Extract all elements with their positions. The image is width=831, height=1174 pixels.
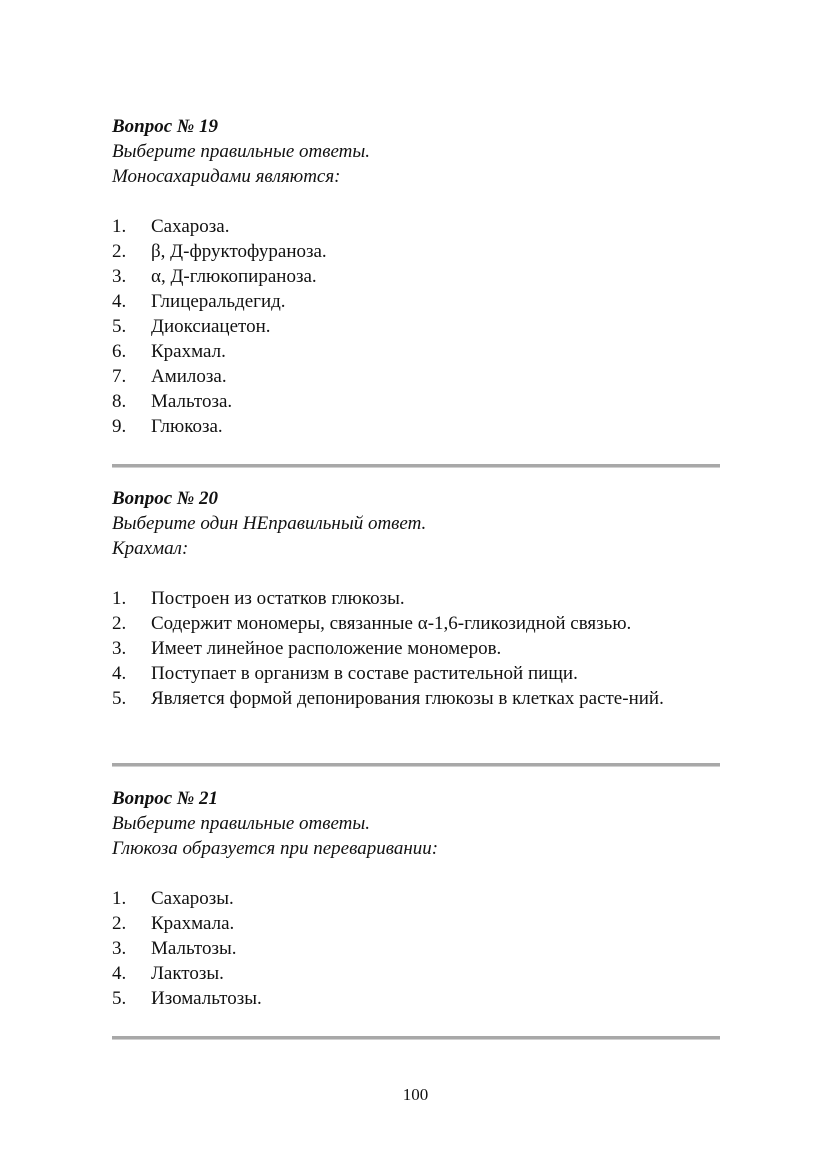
answer-text: α, Д-глюкопираноза.: [151, 266, 317, 287]
question-instruction: Выберите один НЕправильный ответ.: [112, 513, 427, 534]
answer-list: [112, 886, 720, 1011]
answer-list: [112, 586, 720, 711]
answer-item: [112, 414, 720, 439]
answer-number: 7.: [112, 366, 127, 387]
question-20: [112, 486, 720, 711]
answer-number: 4.: [112, 963, 127, 984]
answer-item: [112, 911, 720, 936]
answer-number: 5.: [112, 688, 127, 709]
answer-item: [112, 886, 720, 911]
question-title: Вопрос № 19: [112, 116, 219, 137]
answer-text: Является формой депонирования глюкозы в клетках расте-ний.: [151, 688, 664, 709]
answer-number: 2.: [112, 613, 127, 634]
section-divider: [112, 763, 720, 767]
answer-text: Лактозы.: [151, 963, 224, 984]
answer-text: Глицеральдегид.: [151, 291, 286, 312]
question-21: [112, 786, 720, 1011]
answer-text: Имеет линейное расположение мономеров.: [151, 638, 502, 659]
answer-number: 1.: [112, 588, 127, 609]
answer-item: [112, 611, 720, 636]
answer-number: 1.: [112, 888, 127, 909]
question-prompt: Крахмал:: [112, 538, 189, 559]
answer-item: [112, 586, 720, 611]
answer-item: [112, 686, 720, 711]
answer-text: Крахмала.: [151, 913, 235, 934]
question-title: Вопрос № 20: [112, 488, 219, 509]
answer-number: 9.: [112, 416, 127, 437]
answer-number: 2.: [112, 913, 127, 934]
answer-item: [112, 961, 720, 986]
answer-text: Построен из остатков глюкозы.: [151, 588, 405, 609]
answer-number: 3.: [112, 638, 127, 659]
question-prompt: Моносахаридами являются:: [112, 166, 341, 187]
answer-list: [112, 214, 720, 439]
answer-text: Диоксиацетон.: [151, 316, 271, 337]
answer-text: Глюкоза.: [151, 416, 223, 437]
answer-number: 3.: [112, 266, 127, 287]
answer-text: Изомальтозы.: [151, 988, 262, 1009]
answer-text: Крахмал.: [151, 341, 226, 362]
answer-number: 8.: [112, 391, 127, 412]
answer-item: [112, 636, 720, 661]
answer-item: [112, 936, 720, 961]
answer-number: 5.: [112, 988, 127, 1009]
page-number: 100: [402, 1085, 429, 1104]
answer-item: [112, 264, 720, 289]
answer-item: [112, 364, 720, 389]
answer-item: [112, 314, 720, 339]
answer-text: Поступает в организм в составе растительной пищи.: [151, 663, 578, 684]
answer-item: [112, 339, 720, 364]
question-prompt: Глюкоза образуется при переваривании:: [112, 838, 439, 859]
answer-number: 6.: [112, 341, 127, 362]
answer-number: 4.: [112, 291, 127, 312]
answer-item: [112, 986, 720, 1011]
answer-item: [112, 661, 720, 686]
section-divider: [112, 1036, 720, 1040]
question-instruction: Выберите правильные ответы.: [112, 813, 371, 834]
answer-item: [112, 389, 720, 414]
answer-number: 1.: [112, 216, 127, 237]
answer-item: [112, 239, 720, 264]
answer-number: 3.: [112, 938, 127, 959]
answer-text: Сахарозы.: [151, 888, 234, 909]
answer-text: Сахароза.: [151, 216, 230, 237]
answer-text: Мальтоза.: [151, 391, 233, 412]
answer-text: β, Д-фруктофураноза.: [151, 241, 327, 262]
question-instruction: Выберите правильные ответы.: [112, 141, 371, 162]
answer-number: 2.: [112, 241, 127, 262]
answer-number: 5.: [112, 316, 127, 337]
answer-text: Амилоза.: [151, 366, 227, 387]
answer-item: [112, 214, 720, 239]
answer-number: 4.: [112, 663, 127, 684]
answer-text: Мальтозы.: [151, 938, 237, 959]
answer-item: [112, 289, 720, 314]
question-19: [112, 114, 720, 439]
section-divider: [112, 464, 720, 468]
question-title: Вопрос № 21: [112, 788, 219, 809]
answer-text: Содержит мономеры, связанные α-1,6-гликозидной связью.: [151, 613, 632, 634]
